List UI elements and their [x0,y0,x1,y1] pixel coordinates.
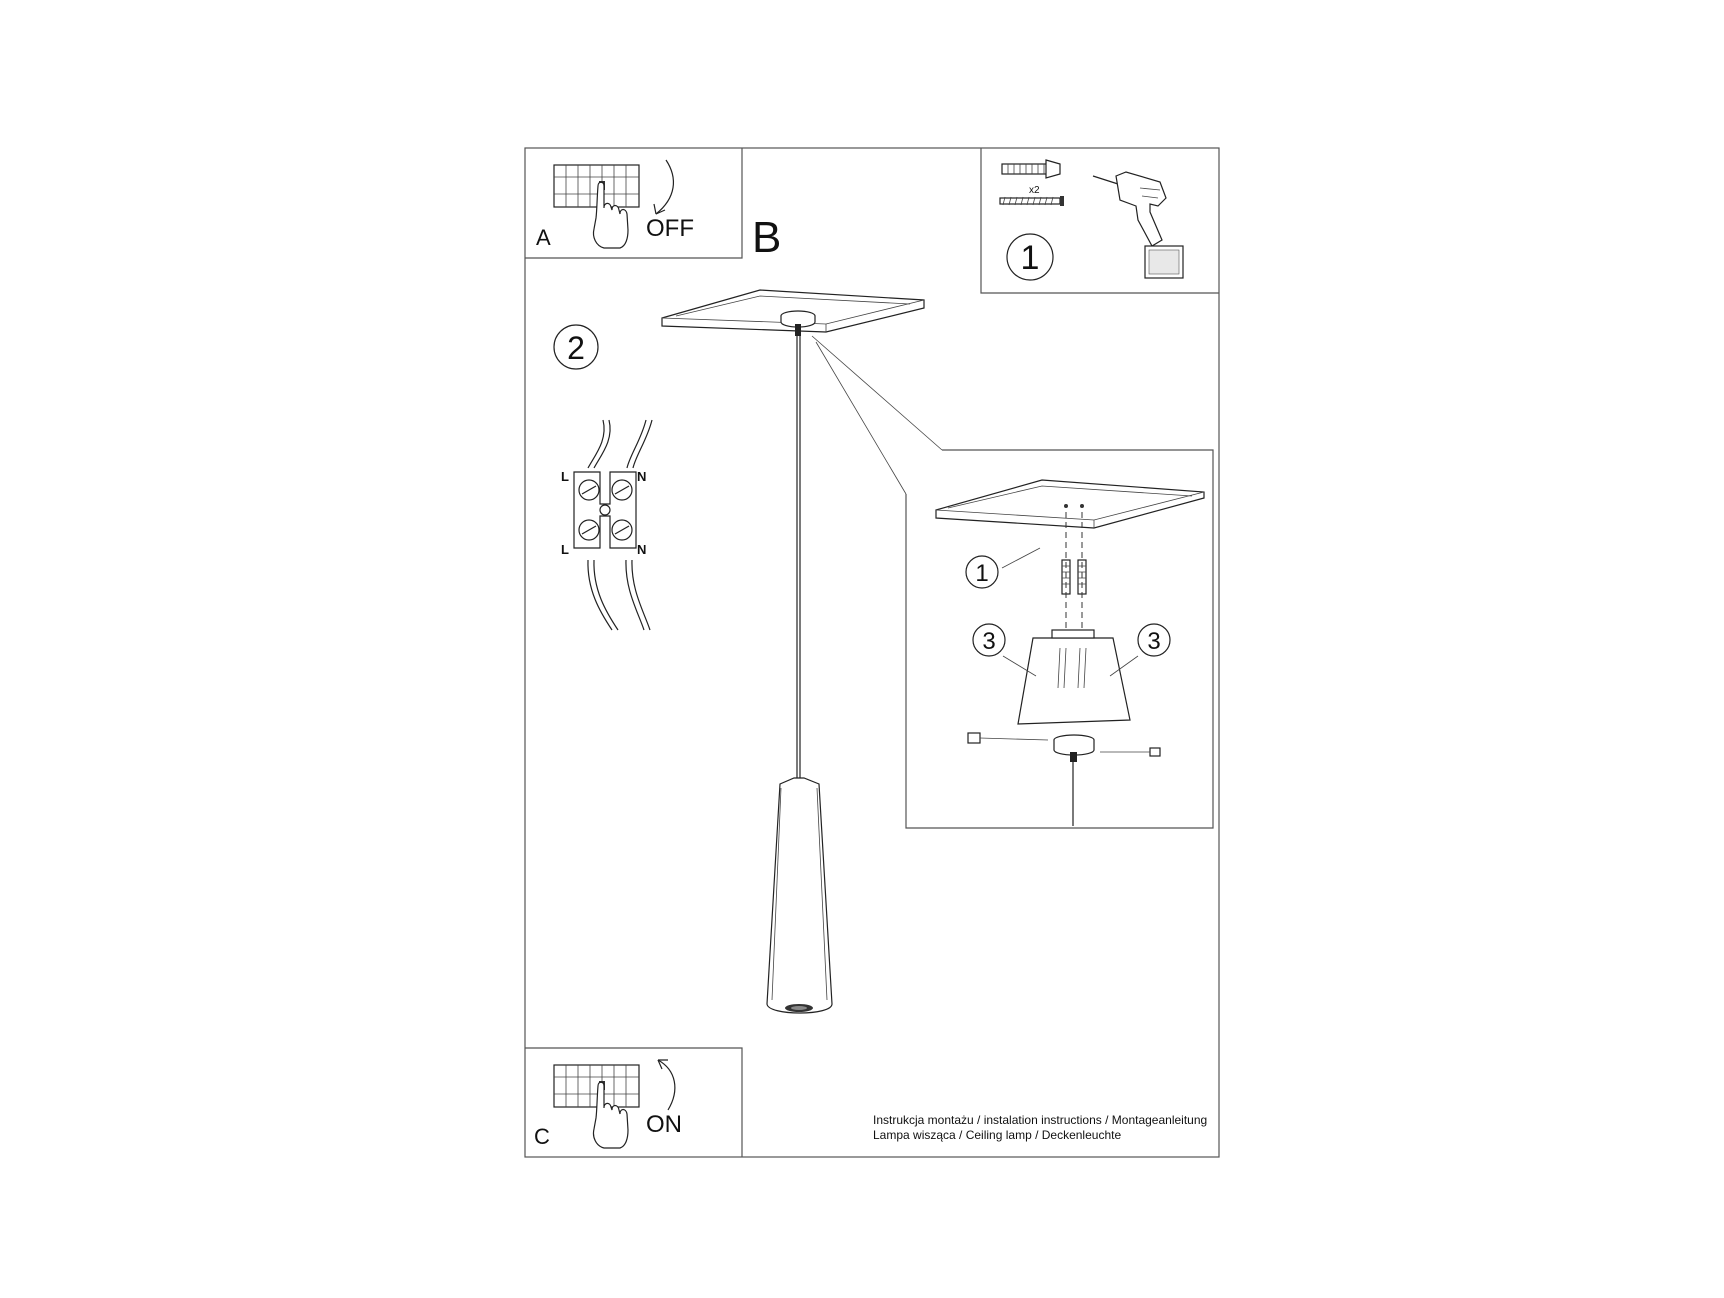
fuse-box-icon [554,165,639,207]
panel-c-letter: C [534,1124,550,1149]
panel-power-on [525,1048,742,1157]
suspension-cable [797,336,800,778]
detail-step-1-number: 1 [975,560,989,587]
on-label: ON [646,1111,682,1138]
detail-leader-lower [816,342,906,494]
mounting-bracket [1018,630,1130,724]
step-1-number: 1 [1020,239,1040,277]
detail-view [906,450,1213,828]
wall-plug-icon [1002,160,1060,178]
rotate-up-arrow-icon [658,1060,675,1110]
detail-canopy [1054,735,1094,826]
lamp-shade [767,778,832,1013]
wiring-step [554,325,652,630]
detail-leader-upper [812,336,942,450]
terminal-block-icon [574,472,636,548]
tools-panel [981,148,1219,293]
panel-a-letter: A [536,225,551,250]
pendant-lamp [662,290,942,1013]
leader-step-1 [1002,548,1040,568]
terminal-label-l-bottom: L [561,542,569,557]
footer-instructions-title: Instrukcja montażu / instalation instructions / Montageanleitung [873,1113,1208,1127]
screw-icon [1000,196,1064,206]
detail-step-3-left-number: 3 [982,628,996,655]
panel-power-off [525,148,742,258]
anchor-quantity: x2 [1029,185,1040,196]
detail-ceiling-plate [936,480,1204,528]
off-label: OFF [646,215,694,242]
detail-step-3-right-number: 3 [1147,628,1161,655]
terminal-label-n-bottom: N [637,542,647,557]
panel-b-letter: B [752,213,782,262]
step-2-number: 2 [567,330,585,366]
drill-icon [1093,172,1183,278]
terminal-label-l-top: L [561,469,569,484]
terminal-label-n-top: N [637,469,647,484]
canopy [781,311,815,336]
footer-product-title: Lampa wisząca / Ceiling lamp / Deckenleuchte [873,1128,1122,1142]
rotate-down-arrow-icon [656,160,673,214]
fuse-box-icon [554,1065,639,1107]
